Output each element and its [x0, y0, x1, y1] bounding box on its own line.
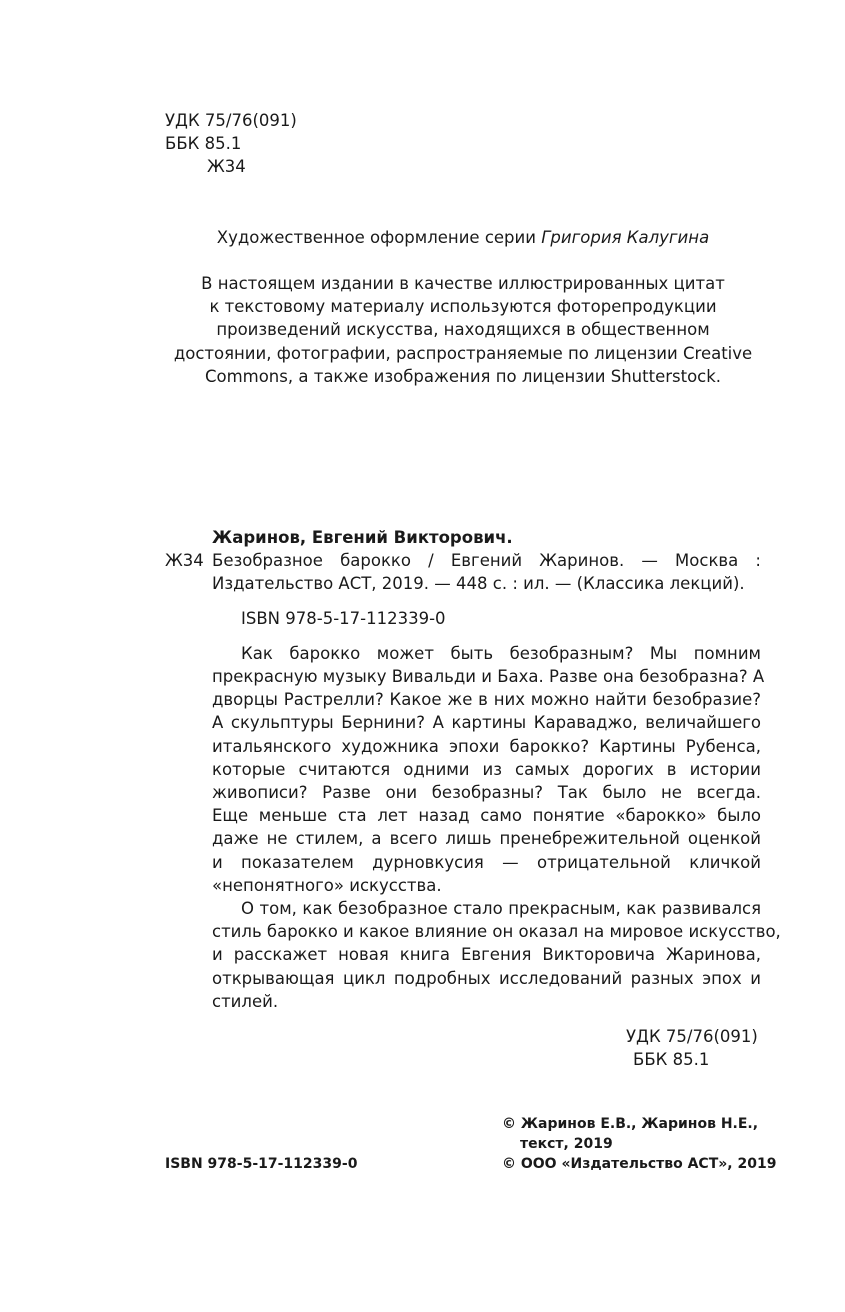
header-udk: УДК 75/76(091): [165, 111, 297, 130]
annotation-line: Как барокко может быть безобразным? Мы помним: [241, 643, 761, 663]
license-line: произведений искусства, находящихся в общественном: [216, 320, 710, 340]
catalog-title-line: Издательство АСТ, 2019. — 448 с. : ил. — (Классика лекций).: [212, 574, 745, 594]
license-notice: [165, 272, 761, 388]
catalog-udk: УДК 75/76(091): [626, 1027, 758, 1046]
annotation-line: даже не стилем, а всего лишь пренебрежительной оценкой: [212, 829, 761, 849]
annotation-line: которые считаются одними из самых дорогих в истории: [212, 759, 761, 779]
annotation-line: и расскажет новая книга Евгения Викторовича Жаринова,: [212, 945, 761, 965]
copyright-publisher: © ООО «Издательство АСТ», 2019: [502, 1156, 777, 1172]
header-author-sign: Ж34: [207, 157, 246, 177]
license-line: В настоящем издании в качестве иллюстрированных цитат: [201, 274, 725, 293]
series-design-prefix: Художественное оформление серии: [216, 228, 542, 247]
license-line: к текстовому материалу используются фоторепродукции: [209, 297, 717, 317]
annotation-line: дворцы Растрелли? Какое же в них можно найти безобразие?: [212, 690, 761, 710]
annotation-line: прекрасную музыку Вивальди и Баха. Разве она безобразна? А: [212, 667, 765, 687]
catalog-isbn: ISBN 978-5-17-112339-0: [241, 608, 446, 628]
catalog-annotation: [212, 642, 781, 1013]
license-line: Commons, а также изображения по лицензии Shutterstock.: [204, 366, 722, 386]
annotation-line: и показателем дурновкусия — отрицательной кличкой: [212, 852, 761, 872]
series-design-credit: [165, 226, 761, 249]
annotation-line: живописи? Разве они безобразны? Так было не всегда.: [212, 783, 761, 803]
catalog-author: Жаринов, Евгений Викторович.: [212, 528, 513, 547]
header-bbk: ББК 85.1: [165, 134, 242, 154]
catalog-title-line: Безобразное барокко / Евгений Жаринов. — Москва :: [212, 551, 761, 571]
footer-isbn: ISBN 978-5-17-112339-0: [165, 1156, 358, 1172]
header-codes: [165, 109, 297, 179]
copyright-authors: © Жаринов Е.В., Жаринов Н.Е.,: [502, 1116, 759, 1132]
catalog-bbk: ББК 85.1: [633, 1050, 710, 1070]
catalog-card: [165, 526, 781, 1013]
annotation-line: А скульптуры Бернини? А картины Караваджо, величайшего: [212, 713, 761, 733]
annotation-line: Еще меньше ста лет назад само понятие «барокко» было: [212, 806, 761, 826]
annotation-line: итальянского художника эпохи барокко? Картины Рубенса,: [212, 736, 761, 756]
catalog-codes: [626, 1025, 758, 1071]
annotation-line: стиль барокко и какое влияние он оказал на мировое искусство,: [212, 922, 781, 942]
catalog-sign: Ж34: [165, 551, 204, 571]
footer-copyright: [502, 1114, 776, 1174]
annotation-line: стилей.: [212, 991, 279, 1011]
annotation-line: О том, как безобразное стало прекрасным, как развивался: [241, 899, 761, 919]
catalog-title-block: [165, 549, 761, 595]
copyright-authors-text: текст, 2019: [520, 1136, 613, 1152]
series-designer-name: Григория Калугина: [541, 228, 710, 247]
license-line: достоянии, фотографии, распространяемые по лицензии Creative: [173, 343, 753, 363]
annotation-line: «непонятного» искусства.: [212, 875, 442, 895]
annotation-line: открывающая цикл подробных исследований разных эпох и: [212, 968, 761, 988]
